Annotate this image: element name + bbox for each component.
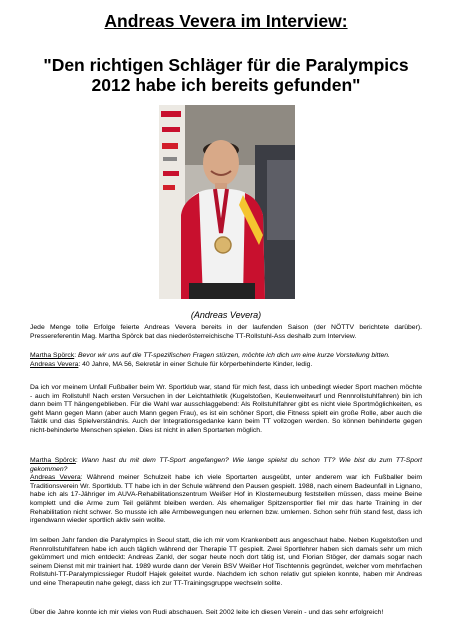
speaker-label: Martha Spörck [30, 457, 76, 464]
portrait-photo-illustration [159, 105, 295, 299]
intro-paragraph: Jede Menge tolle Erfolge feierte Andreas Vevera bereits in der laufenden Saison (der NÖTTV berichtete darüber). Pressereferentin Mag. Martha Spörck bat das niederösterreichische TT-Rollstuhl-Ass deshalb zum Interview. [30, 324, 422, 340]
qa-block-1: Martha Spörck: Bevor wir uns auf die TT-spezifischen Fragen stürzen, möchte ich dich um eine kurze Vorstellung bitten. Andreas Vevera: 40 Jahre, MA 56, Sekretär in einer Schule für körperbehinderte Kinder, ledig. [30, 352, 390, 368]
body-paragraph: Im selben Jahr fanden die Paralympics in Seoul statt, die ich mir vom Krankenbett aus angeschaut habe. Neben Kugelstoßen und Rennrollstuhlfahren habe ich auch täglich während der Therapie TT gespielt. Zwei Sportlehrer haben sich damals sehr um mich gekümmert und mich entdeckt: Andreas Zankl, der sogar heute noch dort tätig ist, und Florian Stöger, der damals sogar nach seinem Dienst mit mir trainiert hat. 1989 wurde dann der Verein BSV Weißer Hof Tischtennis gegründet, welcher vom mehrfachen Rollstuhl-TT-Paralympicssieger Rudolf Hajek geleitet wurde. Nachdem ich schon relativ gut spielen konnte, haben mir Andreas und eine Therapeutin nahe gelegt, dass ich zur TT-Trainingsgruppe wechseln sollte. [30, 537, 422, 587]
qa-block-2: Martha Spörck: Wann hast du mit dem TT-Sport angefangen? Wie lange spielst du schon TT? Wie bist du zum TT-Sport gekommen? Andreas Vevera: Während meiner Schulzeit habe ich viele Sportarten ausgeübt, unter anderem war ich Fußballer beim Traditionsverein Wr. Sportklub. TT habe ich in der Schule während den Pausen gespielt. 1988, nach einem Badeunfall in Lignano, habe ich als 17-Jähriger im AUVA-Rehabilitationszentrum Weißer Hof in Klosterneuburg feststellen müssen, dass meine Beine komplett und die Arme zum Teil gelähmt bleiben werden. Als ehemaliger Spitzensportler fiel mir das harte Training in der Rehabilitation nicht schwer. So musste ich alle Armbewegungen neu erlernen bzw. umlernen. Schon sehr früh stand fest, dass ich irgendwann wieder sportlich aktiv sein wollte. [30, 457, 423, 525]
answer-text: 40 Jahre, MA 56, Sekretär in einer Schule für körperbehinderte Kinder, ledig. [82, 360, 313, 368]
portrait-photo [159, 105, 295, 299]
question-text: Bevor wir uns auf die TT-spezifischen Fragen stürzen, möchte ich dich um eine kurze Vorstellung bitten. [77, 352, 390, 359]
speaker-label: Andreas Vevera [30, 474, 81, 482]
headline-quote-line-1: "Den richtigen Schläger für die Paralympics [43, 55, 409, 75]
speaker-label: Andreas Vevera [30, 360, 79, 368]
speaker-label: Martha Spörck [30, 352, 75, 359]
question-text: Wann hast du mit dem TT-Sport angefangen? Wie lange spielst du schon TT? Wie bist du zum TT-Sport gekommen? [30, 457, 423, 473]
body-paragraph: Über die Jahre konnte ich mir vieles von Rudi abschauen. Seit 2002 leite ich diesen Verein - und das sehr erfolgreich! [30, 609, 384, 616]
photo-caption: (Andreas Vevera) [190, 310, 262, 320]
body-paragraph: Da ich vor meinem Unfall Fußballer beim Wr. Sportklub war, stand für mich fest, dass ich unbedingt wieder Sport machen möchte - auch im Rollstuhl! Nach ersten Versuchen in der Leichtathletik (Kugelstoßen, Keulenweitwurf und Rennrollstuhlfahren) bin ich dann beim TT hängengeblieben. Für die Wahl war ausschlaggebend: Als Rollstuhlfahrer gibt es nicht viele Sportmöglichkeiten, es geht Mann gegen Mann (aber auch Mann gegen Frau), es ist ein schöner Sport, die Fitness spielt ein große Rolle, aber auch die Taktik und das Spielverständnis. Auch der Integrationsgedanke kann beim TT vollzogen werden. So können behinderte gegen nicht-behinderte Menschen spielen. Dies ist nicht in allen Sportarten möglich. [30, 384, 422, 434]
answer-text: Während meiner Schulzeit habe ich viele Sportarten ausgeübt, unter anderem war ich Fußballer beim Traditionsverein Wr. Sportklub. TT habe ich in der Schule während den Pausen gespielt. 1988, nach einem Badeunfall in Lignano, habe ich als 17-Jähriger im AUVA-Rehabilitationszentrum Weißer Hof in Klosterneuburg feststellen müssen, dass meine Beine komplett und die Arme zum Teil gelähmt bleiben werden. Als ehemaliger Spitzensportler fiel mir das harte Training in der Rehabilitation nicht schwer. So musste ich alle Armbewegungen neu erlernen bzw. umlernen. Schon sehr früh stand fest, dass ich irgendwann wieder sportlich aktiv sein wollte. [30, 474, 422, 525]
interview-heading: Andreas Vevera im Interview: [104, 11, 348, 31]
headline-quote-line-2: 2012 habe ich bereits gefunden" [91, 75, 361, 95]
